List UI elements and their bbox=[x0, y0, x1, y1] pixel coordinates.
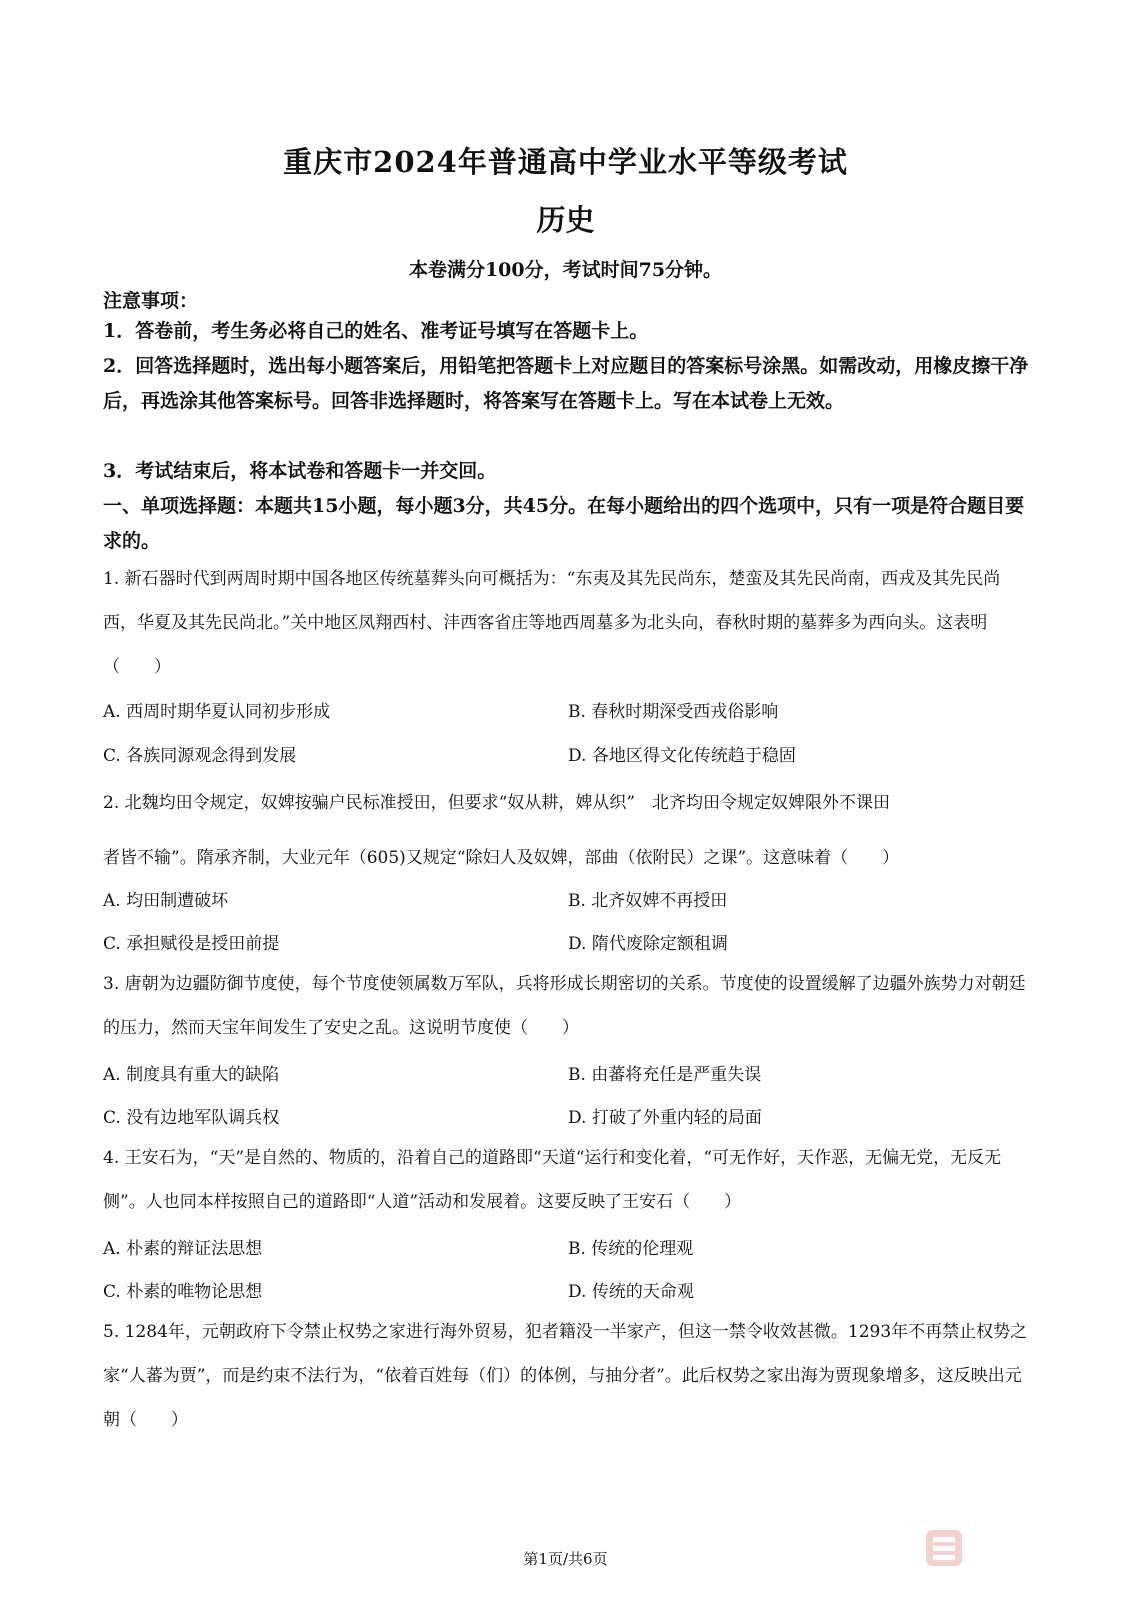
question-2-option-b: B. 北齐奴婢不再授田 bbox=[568, 891, 728, 911]
page-number: 第1页/共6页 bbox=[523, 1550, 608, 1568]
question-4-stem: 4. 王安石为，“天”是自然的、物质的，沿着自己的道路即“天道“运行和变化着，“可无作好，天作恶，无偏无党，无反无侧”。人也同本样按照自己的道路即“人道”活动和发展着。这要反映了王安石（ ） bbox=[103, 1148, 1002, 1212]
question-4-option-c: C. 朴素的唯物论思想 bbox=[103, 1282, 263, 1302]
question-3-option-d: D. 打破了外重内轻的局面 bbox=[568, 1108, 762, 1128]
question-1-option-d: D. 各地区得文化传统趋于稳固 bbox=[568, 746, 796, 766]
subject-title: 历史 bbox=[536, 203, 595, 237]
question-1-option-b: B. 春秋时期深受西戎俗影响 bbox=[568, 702, 779, 722]
notice-item-3: 3．考试结束后，将本试卷和答题卡一并交回。 bbox=[103, 460, 497, 482]
score-time-line: 本卷满分100分，考试时间75分钟。 bbox=[408, 259, 723, 281]
question-5-stem: 5. 1284年，元朝政府下令禁止权势之家进行海外贸易，犯者籍没一半家产，但这一禁令收效甚微。1293年不再禁止权势之家“人蕃为贾”，而是约束不法行为，“依着百姓每（们）的体例，与抽分者”。此后权势之家出海为贾现象增多，这反映出元朝（ ） bbox=[103, 1322, 1028, 1430]
question-2-stem-line-1: 2. 北魏均田令规定，奴婢按骗户民标准授田，但要求“奴从耕，婢从织” 北齐均田令规定奴婢限外不课田 bbox=[103, 793, 891, 813]
question-2-option-a: A. 均田制遭破坏 bbox=[103, 891, 229, 911]
question-4-option-a: A. 朴素的辩证法思想 bbox=[103, 1239, 263, 1259]
notice-item-1: 1．答卷前，考生务必将自己的姓名、准考证号填写在答题卡上。 bbox=[103, 320, 649, 342]
question-2-option-c: C. 承担赋役是授田前提 bbox=[103, 934, 280, 954]
question-1-option-c: C. 各族同源观念得到发展 bbox=[103, 746, 297, 766]
question-4-option-b: B. 传统的伦理观 bbox=[568, 1239, 694, 1259]
section-heading: 一、单项选择题：本题共15小题，每小题3分，共45分。在每小题给出的四个选项中，只有一项是符合题目要求的。 bbox=[103, 495, 1025, 552]
question-3-option-c: C. 没有边地军队调兵权 bbox=[103, 1108, 280, 1128]
question-1-option-a: A. 西周时期华夏认同初步形成 bbox=[103, 702, 331, 722]
question-1-stem: 1. 新石器时代到两周时期中国各地区传统墓葬头向可概括为：“东夷及其先民尚东，楚蛮及其先民尚南，西戎及其先民尚西，华夏及其先民尚北。”关中地区凤翔西村、沣西客省庄等地西周墓多为北头向，春秋时期的墓葬多为西向头。这表明（ ） bbox=[103, 569, 1001, 677]
question-4-option-d: D. 传统的天命观 bbox=[568, 1282, 694, 1302]
exam-title: 重庆市2024年普通高中学业水平等级考试 bbox=[283, 145, 848, 179]
notice-heading: 注意事项： bbox=[103, 290, 199, 312]
question-2-option-d: D. 隋代废除定额租调 bbox=[568, 934, 728, 954]
question-3-option-a: A. 制度具有重大的缺陷 bbox=[103, 1065, 280, 1085]
question-2-stem-line-2: 者皆不输”。隋承齐制，大业元年（605)又规定“除妇人及奴婢，部曲（依附民）之课”。这意味着（ ） bbox=[103, 848, 900, 868]
question-3-option-b: B. 由蕃将充任是严重失误 bbox=[568, 1065, 762, 1085]
watermark-logo bbox=[924, 1520, 1114, 1576]
notice-item-2: 2．回答选择题时，选出每小题答案后，用铅笔把答题卡上对应题目的答案标号涂黑。如需改动，用橡皮擦干净后，再选涂其他答案标号。回答非选择题时，将答案写在答题卡上。写在本试卷上无效。 bbox=[103, 355, 1029, 412]
question-3-stem: 3. 唐朝为边疆防御节度使，每个节度使领属数万军队，兵将形成长期密切的关系。节度使的设置缓解了边疆外族势力对朝廷的压力，然而天宝年间发生了安史之乱。这说明节度使（ ） bbox=[103, 974, 1026, 1038]
kaosheng-logo-icon bbox=[924, 1528, 964, 1568]
